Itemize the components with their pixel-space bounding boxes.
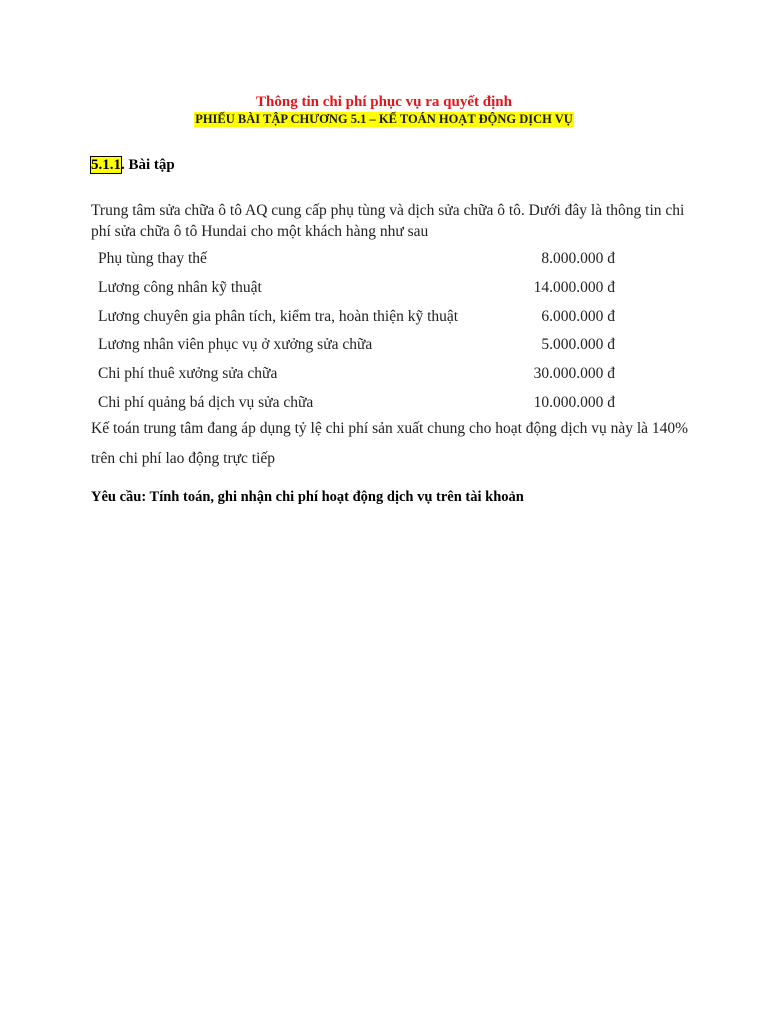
cost-label: Lương chuyên gia phân tích, kiểm tra, hoàn thiện kỹ thuật bbox=[98, 307, 459, 325]
subtitle-container bbox=[0, 110, 768, 128]
cost-label: Phụ tùng thay thế bbox=[98, 250, 207, 267]
cost-label: Chi phí quảng bá dịch vụ sửa chữa bbox=[98, 393, 314, 411]
document-title: Thông tin chi phí phục vụ ra quyết định bbox=[256, 94, 512, 110]
intro-paragraph: Trung tâm sửa chữa ô tô AQ cung cấp phụ tùng và dịch sửa chữa ô tô. Dưới đây là thông tin chi phí sửa chữa ô tô Hundai cho một khách hàng như sau bbox=[91, 202, 685, 240]
cost-row bbox=[98, 249, 618, 278]
cost-row bbox=[98, 278, 618, 307]
cost-label: Lương nhân viên phục vụ ở xưởng sửa chữa bbox=[98, 336, 373, 354]
section-heading bbox=[91, 156, 175, 175]
cost-amount: 10.000.000 đ bbox=[533, 393, 615, 411]
section-number: 5.1.1 bbox=[91, 157, 121, 173]
cost-list bbox=[98, 249, 618, 422]
cost-label: Lương công nhân kỹ thuật bbox=[98, 278, 262, 296]
cost-amount: 5.000.000 đ bbox=[541, 336, 615, 354]
cost-row bbox=[98, 307, 618, 336]
document-subtitle: PHIẾU BÀI TẬP CHƯƠNG 5.1 – KẾ TOÁN HOẠT ĐỘNG DỊCH VỤ bbox=[195, 112, 573, 126]
cost-amount: 6.000.000 đ bbox=[541, 307, 615, 325]
overhead-note: Kế toán trung tâm đang áp dụng tỷ lệ chi phí sản xuất chung cho hoạt động dịch vụ này là 140% trên chi phí lao động trực tiếp bbox=[91, 420, 689, 467]
cost-label: Chi phí thuê xưởng sửa chữa bbox=[98, 365, 278, 383]
cost-amount: 14.000.000 đ bbox=[533, 278, 615, 296]
cost-row bbox=[98, 335, 618, 364]
section-title: . Bài tập bbox=[121, 157, 175, 173]
requirement-text: Yêu cầu: Tính toán, ghi nhận chi phí hoạt động dịch vụ trên tài khoản bbox=[91, 489, 524, 505]
cost-row bbox=[98, 364, 618, 393]
cost-amount: 30.000.000 đ bbox=[533, 365, 615, 383]
cost-amount: 8.000.000 đ bbox=[541, 250, 615, 267]
